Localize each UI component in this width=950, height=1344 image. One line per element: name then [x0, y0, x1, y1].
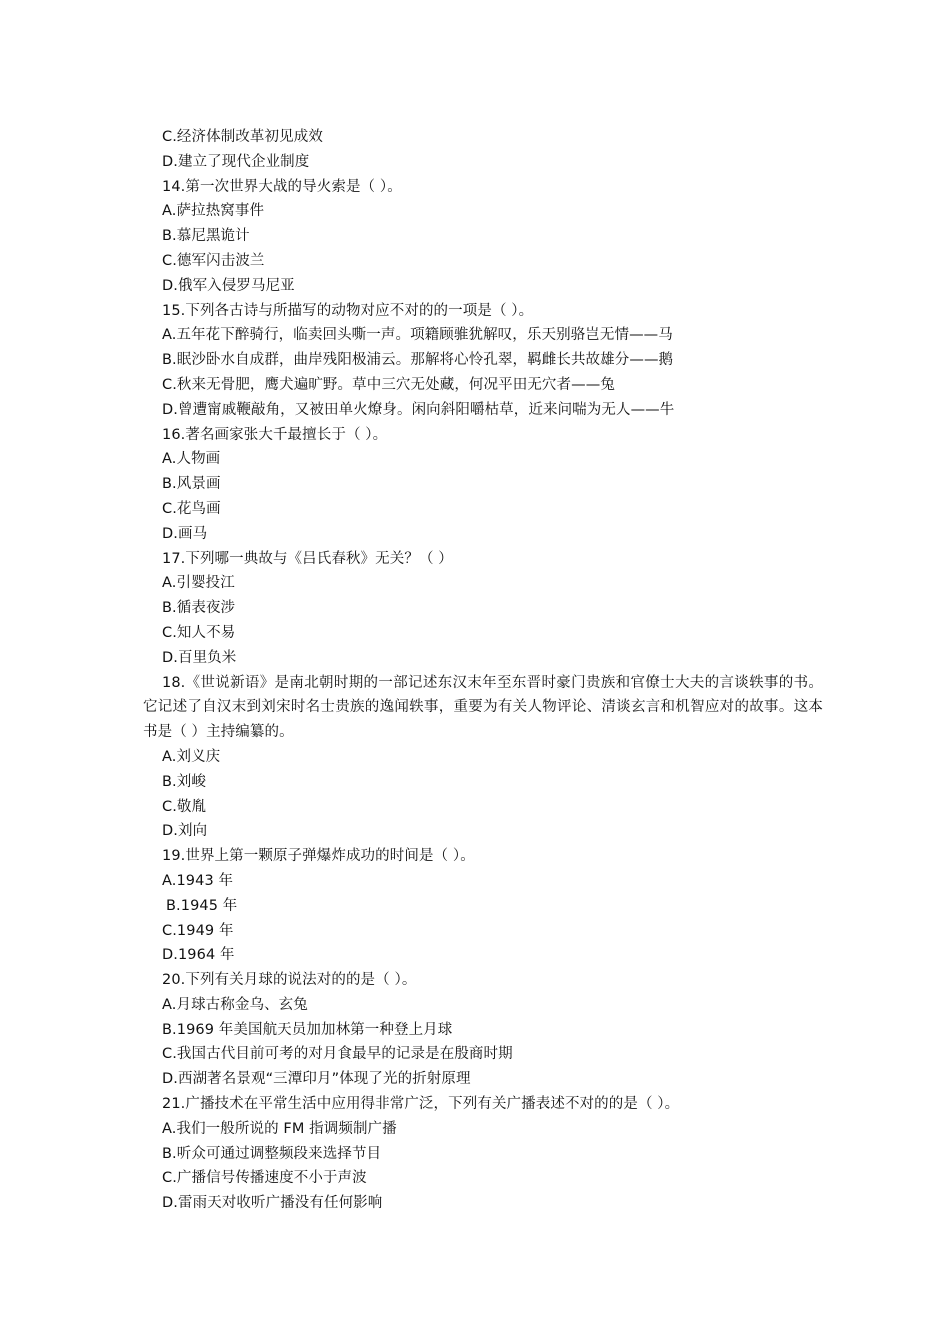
- option-16d: D.画马: [162, 525, 208, 542]
- option-20a: A.月球古称金乌、玄兔: [162, 996, 308, 1013]
- question-17: 17.下列哪一典故与《吕氏春秋》无关？（ ）: [162, 550, 453, 567]
- option-16a: A.人物画: [162, 451, 221, 468]
- question-18: 18.《世说新语》是南北朝时期的一部记述东汉末年至东晋时豪门贵族和官僚士大夫的言谈轶事的书。它记述了自汉末到刘宋时名士贵族的逸闻轶事，重要为有关人物评论、清谈玄言和机智应对的故事。这本书是（ ）主持编纂的。: [143, 674, 823, 741]
- option-21d: D.雷雨天对收听广播没有任何影响: [162, 1195, 383, 1212]
- option-20d: D.西湖著名景观“三潭印月”体现了光的折射原理: [162, 1071, 471, 1088]
- option-18d: D.刘向: [162, 823, 208, 840]
- option-14c: C.德军闪击波兰: [162, 252, 265, 269]
- option-17c: C.知人不易: [162, 624, 236, 641]
- option-15b: B.眠沙卧水自成群，曲岸残阳极浦云。那解将心怜孔翠，羁雌长共故雄分——鹅: [162, 352, 674, 369]
- document-body: [143, 125, 823, 1216]
- option-18b: B.刘峻: [162, 773, 206, 790]
- option-19a: A.1943 年: [162, 872, 234, 889]
- option-17d: D.百里负米: [162, 649, 237, 666]
- question-14: 14.第一次世界大战的导火索是（ ）。: [162, 178, 402, 195]
- question-21: 21.广播技术在平常生活中应用得非常广泛，下列有关广播表述不对的的是（ ）。: [162, 1096, 680, 1113]
- option-15c: C.秋来无骨肥，鹰犬遍旷野。草中三穴无处藏，何况平田无穴者——兔: [162, 376, 615, 393]
- question-19: 19.世界上第一颗原子弹爆炸成功的时间是（ ）。: [162, 848, 475, 865]
- question-20: 20.下列有关月球的说法对的的是（ ）。: [162, 972, 417, 989]
- option-21a: A.我们一般所说的 FM 指调频制广播: [162, 1120, 397, 1137]
- option-15d: D.曾遭甯戚鞭敲角，又被田单火燎身。闲向斜阳嚼枯草，近来问喘为无人——牛: [162, 401, 675, 418]
- option-16b: B.风景画: [162, 476, 221, 493]
- option-18a: A.刘义庆: [162, 748, 221, 765]
- option-14b: B.慕尼黑诡计: [162, 228, 250, 245]
- question-15: 15.下列各古诗与所描写的动物对应不对的的一项是（ ）。: [162, 302, 534, 319]
- option-17a: A.引婴投江: [162, 575, 235, 592]
- question-16: 16.著名画家张大千最擅长于（ ）。: [162, 426, 388, 443]
- option-20c: C.我国古代目前可考的对月食最早的记录是在殷商时期: [162, 1046, 513, 1063]
- option-14a: A.萨拉热窝事件: [162, 203, 265, 220]
- option-15a: A.五年花下醉骑行，临卖回头嘶一声。项籍顾骓犹解叹，乐天别骆岂无情——马: [162, 327, 673, 344]
- option-16c: C.花鸟画: [162, 500, 221, 517]
- option-19d: D.1964 年: [162, 947, 235, 964]
- option-20b: B.1969 年美国航天员加加林第一种登上月球: [162, 1021, 453, 1038]
- option-17b: B.循表夜涉: [162, 600, 236, 617]
- option-13d: D.建立了现代企业制度: [162, 153, 310, 170]
- option-21b: B.听众可通过调整频段来选择节目: [162, 1145, 382, 1162]
- option-19b: B.1945 年: [166, 897, 238, 914]
- option-19c: C.1949 年: [162, 922, 234, 939]
- option-13c: C.经济体制改革初见成效: [162, 129, 323, 145]
- option-14d: D.俄军入侵罗马尼亚: [162, 277, 295, 294]
- option-18c: C.敬胤: [162, 798, 207, 815]
- option-21c: C.广播信号传播速度不小于声波: [162, 1170, 367, 1187]
